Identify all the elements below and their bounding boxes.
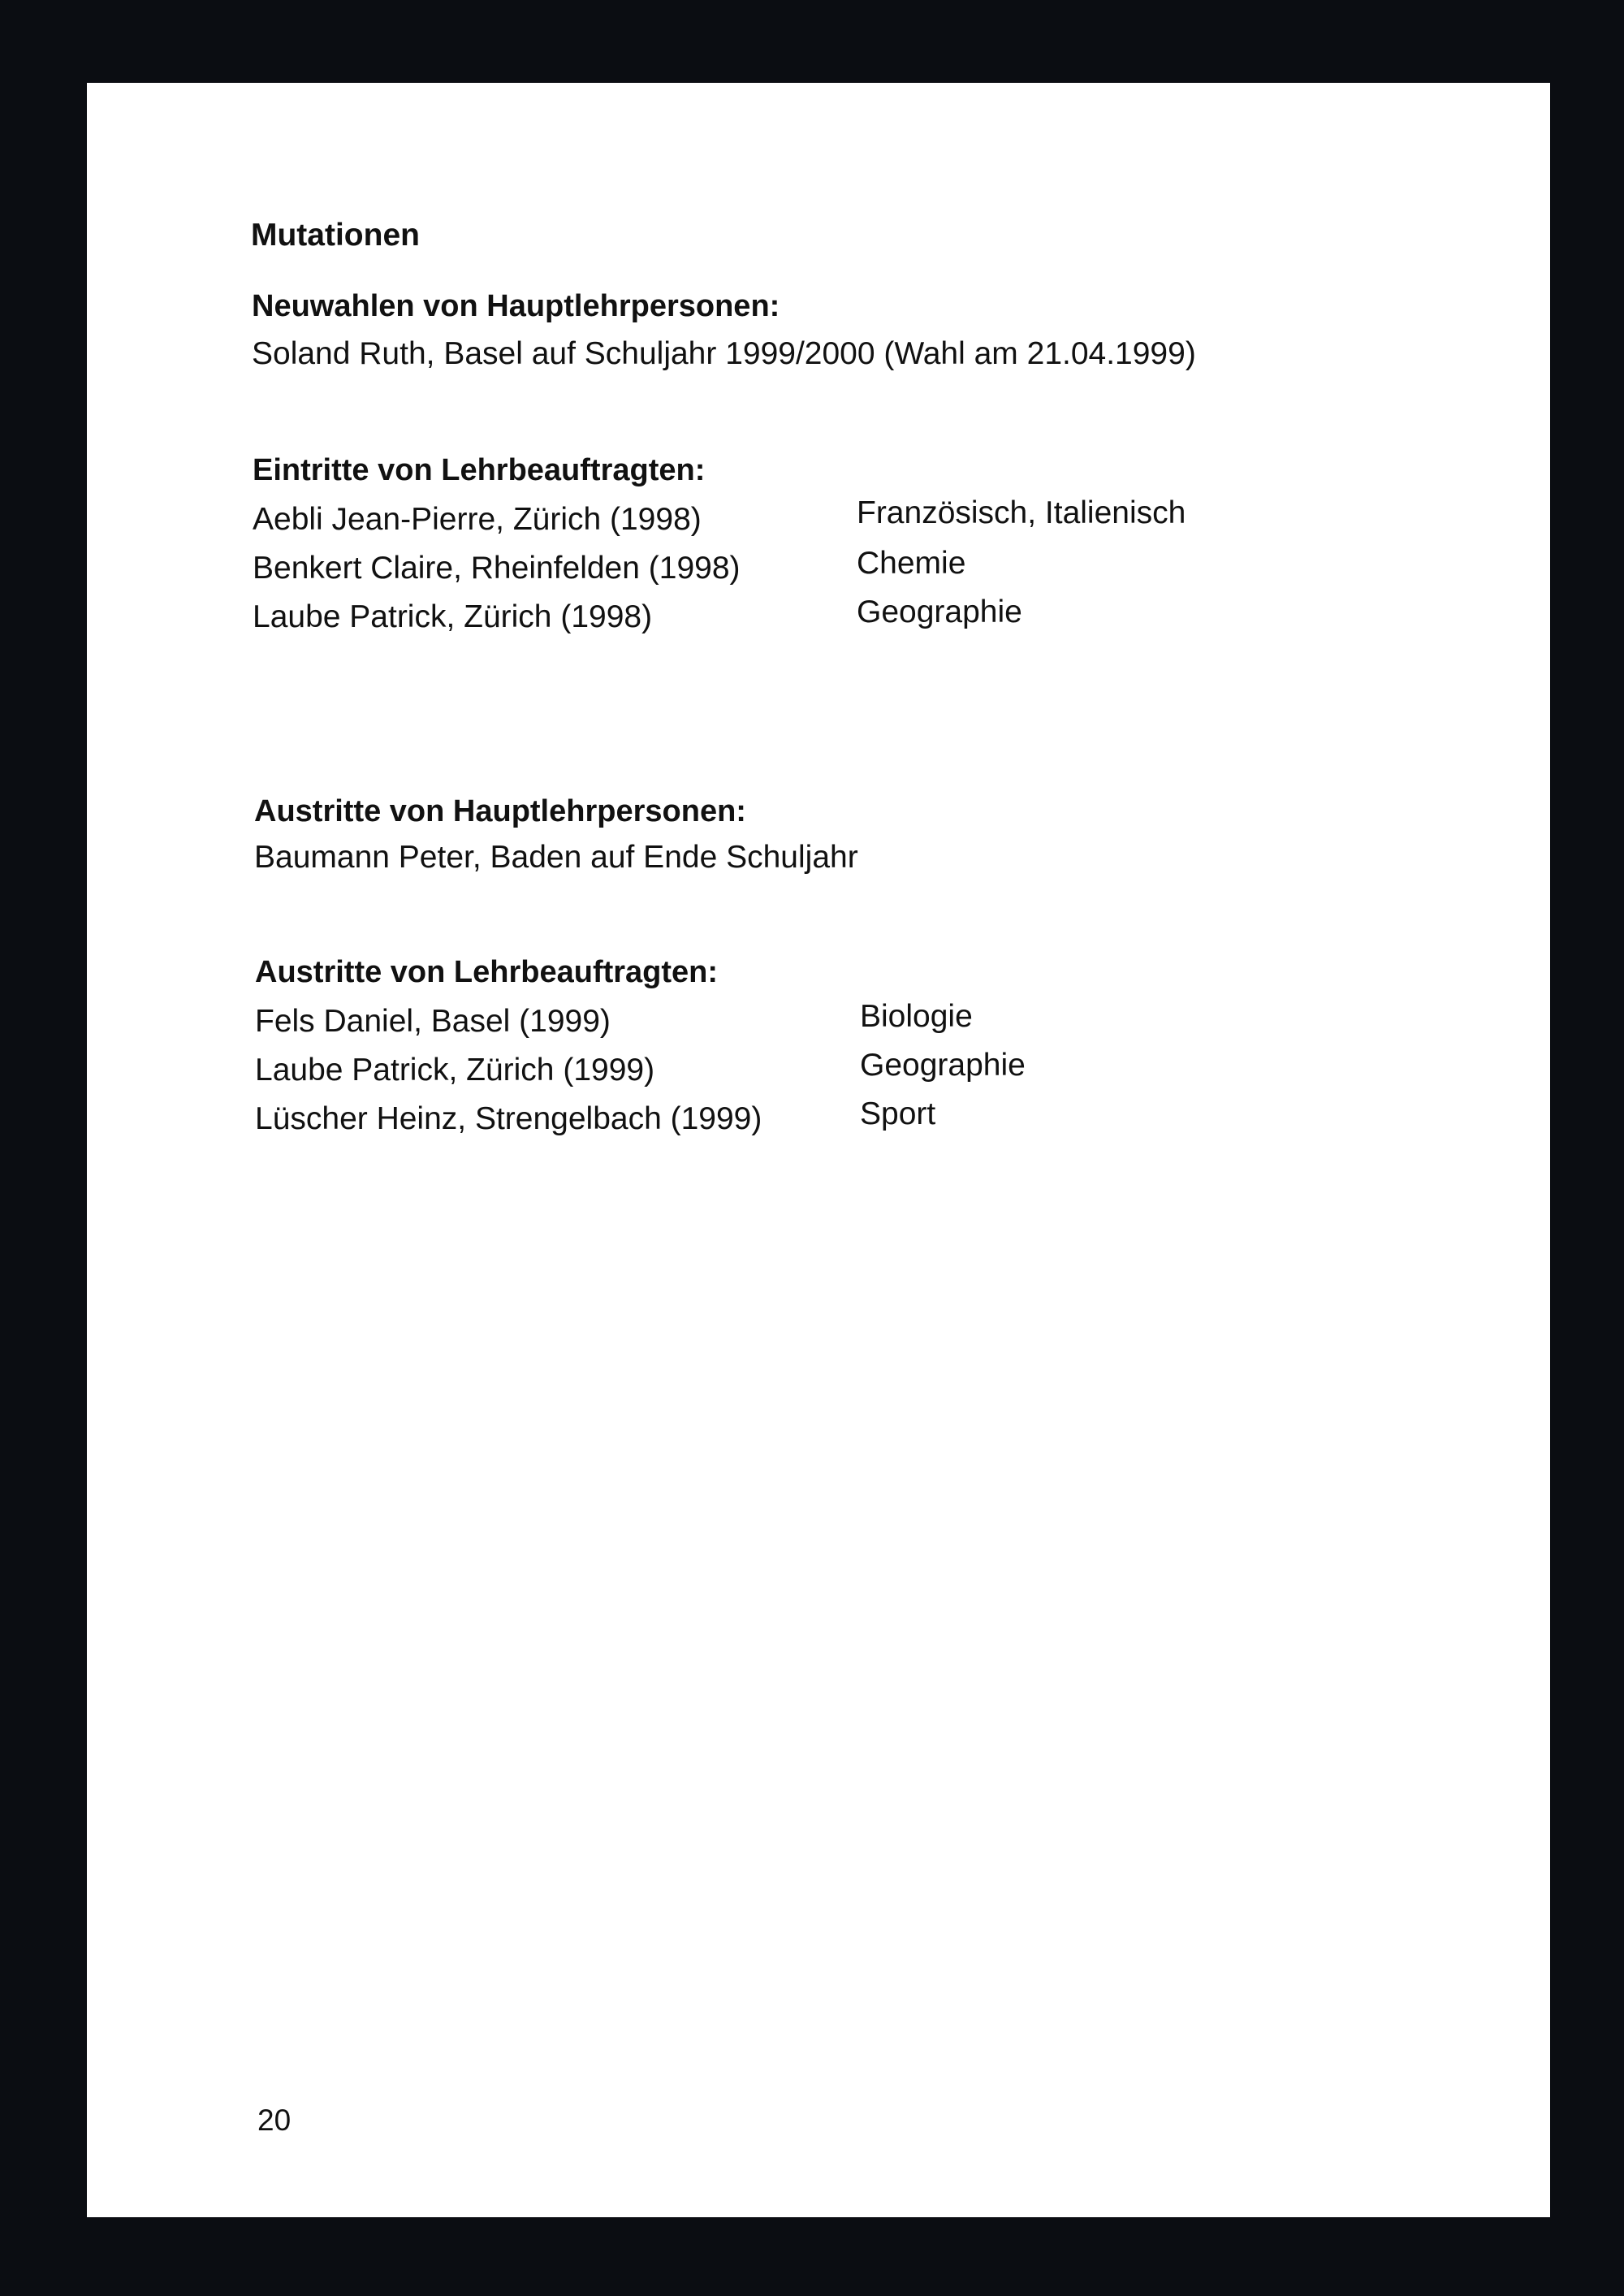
austritte-hauptlehrpersonen-entry: Baumann Peter, Baden auf Ende Schuljahr <box>254 840 858 875</box>
document-page <box>87 83 1550 2217</box>
eintritt-subject: Geographie <box>857 595 1022 629</box>
austritte-hauptlehrpersonen-heading: Austritte von Hauptlehrpersonen: <box>254 794 746 828</box>
austritt-subject: Biologie <box>860 999 973 1034</box>
page-title: Mutationen <box>251 218 420 253</box>
eintritt-name: Aebli Jean-Pierre, Zürich (1998) <box>253 502 702 537</box>
austritt-subject: Geographie <box>860 1048 1026 1083</box>
neuwahlen-heading: Neuwahlen von Hauptlehrpersonen: <box>252 289 780 323</box>
eintritt-name: Benkert Claire, Rheinfelden (1998) <box>253 551 741 586</box>
austritt-subject: Sport <box>860 1096 936 1131</box>
austritt-name: Laube Patrick, Zürich (1999) <box>255 1053 655 1087</box>
neuwahlen-entry: Soland Ruth, Basel auf Schuljahr 1999/2000 (Wahl am 21.04.1999) <box>252 336 1196 371</box>
page-number: 20 <box>257 2104 292 2137</box>
eintritt-name: Laube Patrick, Zürich (1998) <box>253 599 653 634</box>
austritt-name: Fels Daniel, Basel (1999) <box>255 1004 611 1039</box>
austritt-name: Lüscher Heinz, Strengelbach (1999) <box>255 1101 762 1136</box>
eintritt-subject: Französisch, Italienisch <box>857 495 1186 530</box>
austritte-lehrbeauftragte-heading: Austritte von Lehrbeauftragten: <box>255 955 719 989</box>
eintritte-lehrbeauftragte-heading: Eintritte von Lehrbeauftragten: <box>253 453 706 487</box>
eintritt-subject: Chemie <box>857 546 966 581</box>
